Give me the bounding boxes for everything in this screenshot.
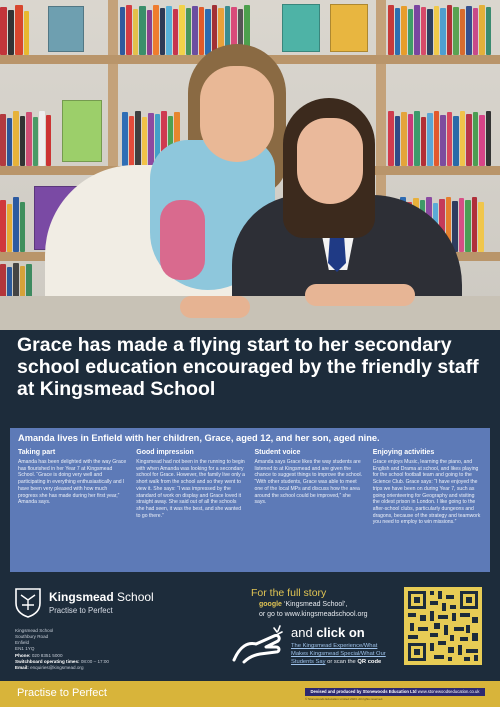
book-cover <box>330 4 368 52</box>
book-row <box>388 4 492 55</box>
full-story-heading: For the full story <box>251 587 327 599</box>
column-body: Amanda says Grace likes the way students are listened to at Kingsmead and are given the chance to suggest things to improve the school. “With other students, Grace was able to meet one of the local MPs and discuss how the area around the school could be improved,” she says. <box>254 459 363 506</box>
story-columns <box>18 449 482 526</box>
click-on-heading: and click on <box>291 625 365 640</box>
email-link[interactable]: Email: enquiries@kingsmead.org <box>15 665 84 670</box>
column-body: Grace enjoys Music, learning the piano, and English and Drama at school, and likes playing for the school football team and going to the Science Club. Grace says: “I have enjoyed the trips we have been on during Year 7, such as going orienteering for Geography and visiting the oldest prison in London. I like going to the after-school clubs, particularly dungeons and dragons, because of the strategy and teamwork you need to employ to win missions.” <box>372 459 481 526</box>
table <box>0 296 500 330</box>
book-row <box>0 4 30 55</box>
school-crest-icon <box>15 588 41 618</box>
column-body: Kingsmead had not been in the running to begin with when Amanda was looking for a secondary school for Grace. However, the family live only a short walk from the school and so they went to view it. She says: “I was impressed by the standard of work on display and Grace loved it straight away. She said out of all the schools she had seen, it was the best, and she wanted to go there.” <box>136 459 245 519</box>
experience-link[interactable]: The Kingsmead Experience/What <box>291 643 378 649</box>
column-enjoying-activities <box>373 449 482 526</box>
school-address: Kingsmead School Southbury Road Enfield EN1 1YQ <box>15 628 54 651</box>
school-name: Kingsmead School <box>49 590 154 604</box>
column-body: Amanda has been delighted with the way Grace has flourished in her Year 7 at Kingsmead School. “Grace is doing very well and participating in everything enthusiastically and I have been very pleased with how much progress she has made during her first year,” Amanda says. <box>18 459 127 506</box>
hero-photo <box>0 0 500 330</box>
book-cover <box>282 4 320 52</box>
column-student-voice <box>255 449 364 526</box>
girl-face <box>297 118 363 204</box>
book-row <box>0 195 26 252</box>
column-title: Enjoying activities <box>372 449 435 456</box>
woman-face <box>200 66 274 162</box>
column-title: Good impression <box>136 449 194 456</box>
book-row <box>0 108 52 166</box>
google-instruction: google ‘Kingsmead School’, <box>259 601 348 608</box>
copyright-notice: © Stonewoods Education Limited 2023. All rights reserved. <box>305 697 384 701</box>
book-row <box>388 108 492 166</box>
intro-text: Amanda lives in Enfield with her children, Grace, aged 12, and her son, aged nine. <box>18 433 380 443</box>
column-title: Taking part <box>18 449 56 456</box>
book-cover <box>48 6 84 52</box>
website-link[interactable]: or go to www.kingsmeadschool.org <box>259 611 368 618</box>
book-row <box>0 262 33 300</box>
qr-code[interactable] <box>404 587 482 665</box>
scan-instruction: Students Say or scan the QR code <box>291 659 382 665</box>
school-contact: Phone: 020 8351 5000 Switchboard operating times: 08:00 – 17:00 Email: enquiries@kingsmead.org <box>15 653 109 670</box>
footer-tagline: Practise to Perfect <box>17 687 107 699</box>
book-cover <box>62 100 102 162</box>
column-title: Student voice <box>254 449 301 456</box>
column-taking-part <box>18 449 127 526</box>
students-say-link[interactable]: Students Say <box>291 659 326 665</box>
headline: Grace has made a flying start to her secondary school education encouraged by the friendly staff at Kingsmead School <box>17 334 479 400</box>
school-strapline: Practise to Perfect <box>49 606 113 615</box>
experience-link[interactable]: Makes Kingsmead Special/What Our <box>291 651 386 657</box>
story-panel <box>10 428 490 572</box>
column-good-impression <box>136 449 245 526</box>
producer-credit[interactable]: Devised and produced by Stonewoods Education Ltd www.stonewoodseducation.co.uk <box>305 688 485 696</box>
pointing-hand-icon <box>230 624 288 664</box>
